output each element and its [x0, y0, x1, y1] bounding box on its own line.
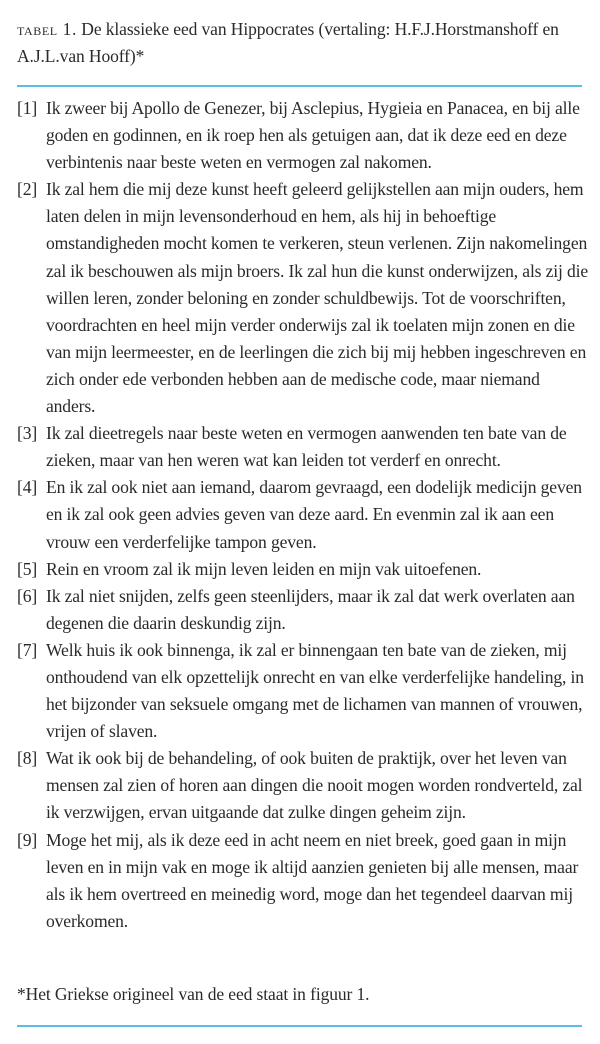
clause-text: En ik zal ook niet aan iemand, daarom gevraagd, een dodelijk medicijn geven en ik zal ook geen advies geven van deze aard. En evenmin zal ik aan een vrouw een verderfelijke tampon geven. — [46, 477, 582, 552]
clause-text: Ik zweer bij Apollo de Genezer, bij Asclepius, Hygieia en Panacea, en bij alle goden en godinnen, en ik roep hen als getuigen aan, dat ik deze eed en deze verbintenis naar beste weten en vermogen zal nakomen. — [46, 98, 580, 173]
clause-text: Rein en vroom zal ik mijn leven leiden en mijn vak uitoefenen. — [46, 558, 482, 579]
clause-number: [5] — [17, 558, 38, 579]
clause-text: Welk huis ik ook binnenga, ik zal er binnengaan ten bate van de zieken, mij onthoudend van elk opzettelijk onrecht en van elke verderfelijke handeling, in het bijzonder van seksuele omgang met de lichamen van mannen of vrouwen, vrijen of slaven. — [46, 639, 584, 742]
oath-clause-3 — [17, 420, 589, 474]
oath-clause-1 — [17, 95, 589, 176]
clause-number: [8] — [17, 748, 38, 769]
clause-number: [4] — [17, 477, 38, 498]
clause-number: [6] — [17, 585, 38, 606]
clause-text: Ik zal hem die mij deze kunst heeft geleerd gelijkstellen aan mijn ouders, hem laten delen in mijn levensonderhoud en hem, als hij in behoeftige omstandigheden mocht komen te verkeren, steun verlenen. Zijn nakomelingen zal ik beschouwen als mijn broers. Ik zal hun die kunst onderwijzen, als zij die willen leren, zonder beloning en zonder schuldbewijs. Tot de voorschriften, voordrachten en heel mijn verder onderwijs zal ik toelaten mijn zonen en die van mijn leermeester, en de leerlingen die zich bij mij hebben ingeschreven en zich onder ede verbonden hebben aan de medische code, maar niemand anders. — [46, 179, 589, 417]
clause-text: Ik zal niet snijden, zelfs geen steenlijders, maar ik zal dat werk overlaten aan degenen die daarin deskundig zijn. — [46, 585, 575, 633]
oath-clause-9 — [17, 827, 589, 935]
clause-text: Wat ik ook bij de behandeling, of ook buiten de praktijk, over het leven van mensen zal zien of horen aan dingen die nooit mogen worden rondverteld, zal ik verzwijgen, ervan uitgaande dat zulke dingen geheim zijn. — [46, 748, 583, 823]
oath-clause-list — [17, 95, 589, 935]
bottom-rule — [17, 1025, 582, 1027]
oath-clause-2 — [17, 176, 589, 420]
footnote: *Het Griekse origineel van de eed staat in figuur 1. — [17, 984, 370, 1004]
oath-clause-6 — [17, 583, 589, 637]
oath-clause-5 — [17, 556, 589, 583]
clause-number: [9] — [17, 829, 38, 850]
top-rule — [17, 85, 582, 87]
table-label: tabel 1. — [17, 19, 77, 39]
table-title: De klassieke eed van Hippocrates (vertaling: H.F.J.Horstmanshoff en A.J.L.van Hooff)* — [17, 19, 559, 66]
clause-text: Moge het mij, als ik deze eed in acht neem en niet breek, goed gaan in mijn leven en in mijn vak en moge ik altijd aanzien genieten bij alle mensen, maar als ik hem overtreed en meinedig word, moge dan het tegendeel daarvan mij overkomen. — [46, 829, 579, 931]
clause-number: [7] — [17, 639, 38, 660]
clause-number: [2] — [17, 179, 38, 200]
table-caption — [17, 16, 587, 70]
oath-clause-8 — [17, 745, 589, 826]
clause-number: [3] — [17, 423, 38, 444]
oath-clause-4 — [17, 474, 589, 555]
oath-clause-7 — [17, 637, 589, 745]
clause-text: Ik zal dieetregels naar beste weten en vermogen aanwenden ten bate van de zieken, maar van hen weren wat kan leiden tot verderf en onrecht. — [46, 423, 567, 471]
clause-number: [1] — [17, 98, 38, 118]
